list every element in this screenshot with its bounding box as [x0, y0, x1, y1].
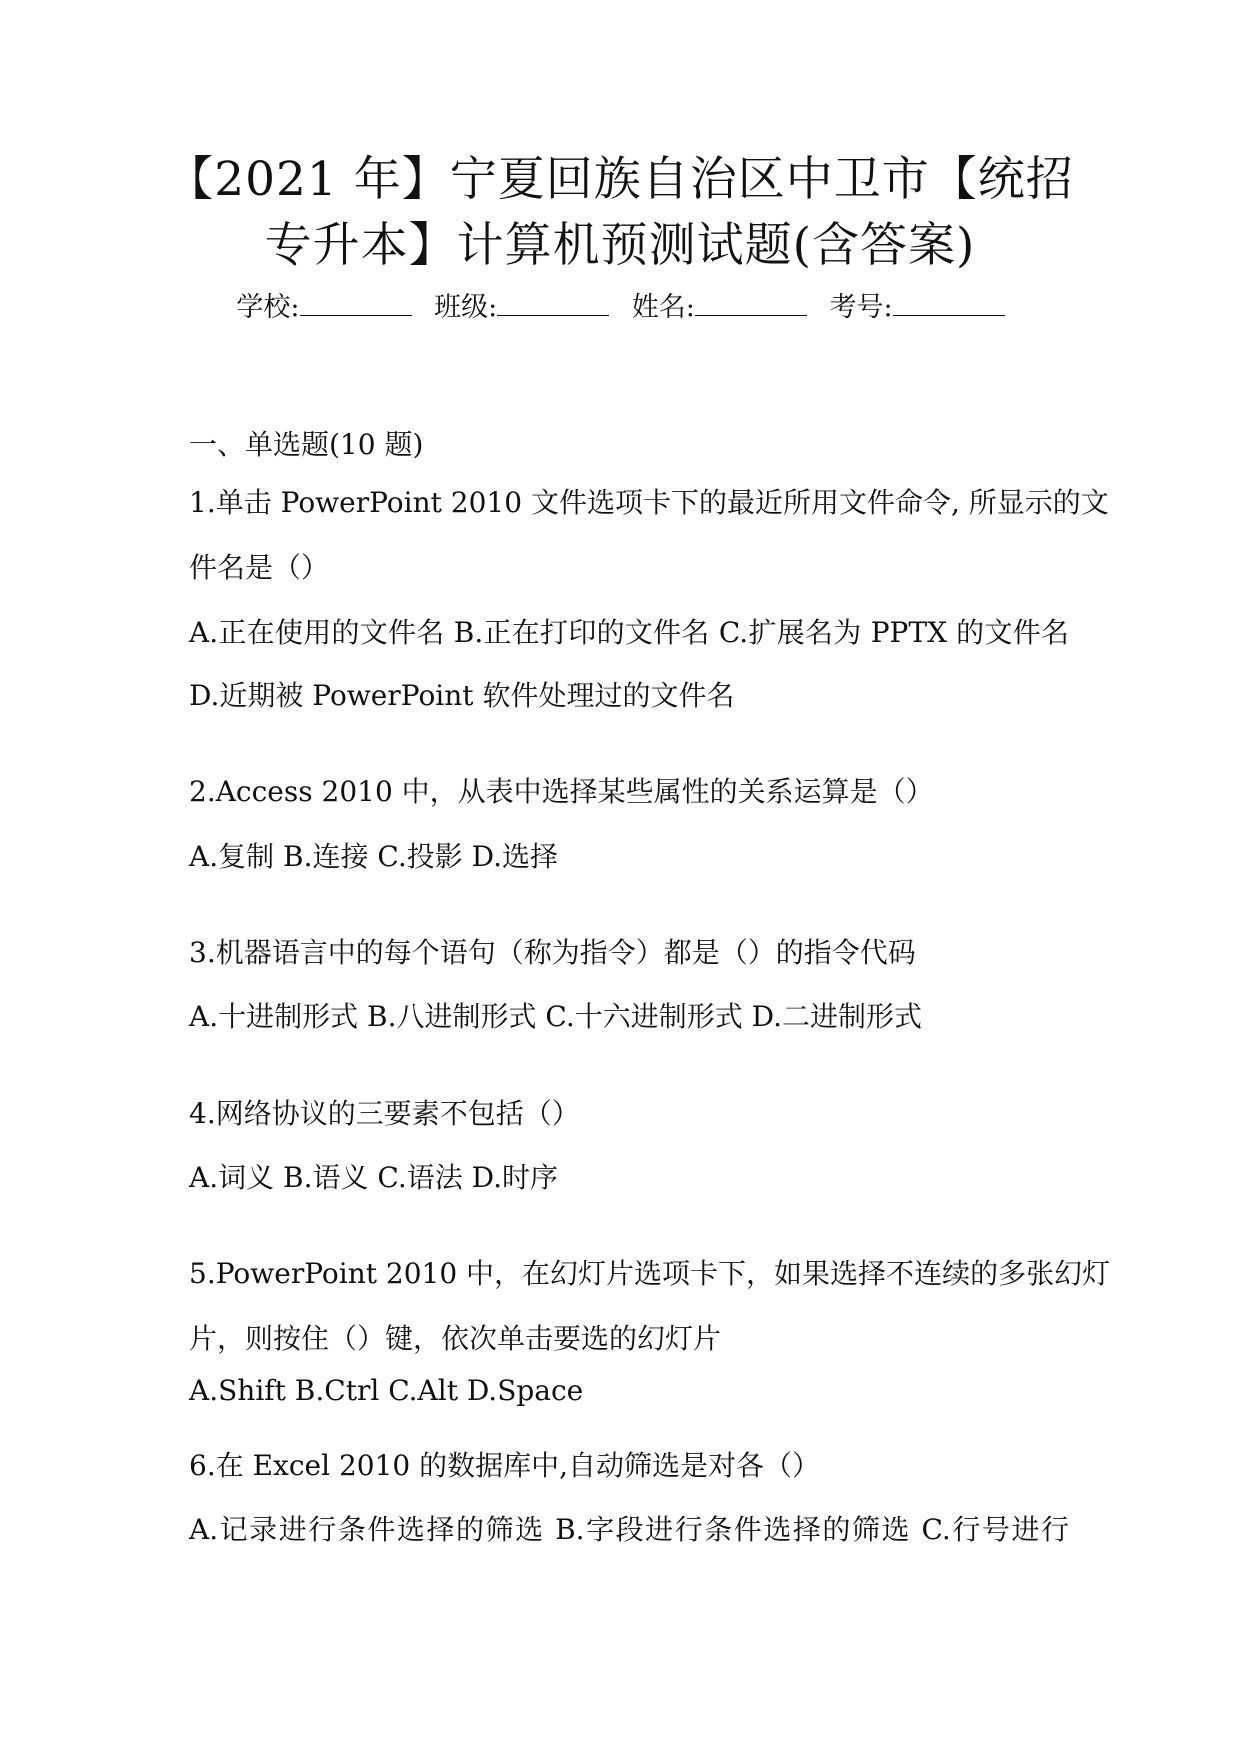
exam-number-label: 考号:: [829, 292, 893, 323]
document-title-line-1: 【2021 年】宁夏回族自治区中卫市【统招: [166, 152, 1074, 207]
question-text: 1.单击 PowerPoint 2010 文件选项卡下的最近所用文件命令, 所显示的文: [189, 486, 1109, 519]
name-blank: [695, 291, 807, 316]
school-blank: [300, 291, 412, 316]
question-text: 2.Access 2010 中，从表中选择某些属性的关系运算是（）: [189, 775, 934, 808]
question-options: A.复制 B.连接 C.投影 D.选择: [189, 840, 558, 873]
question-options: A.十进制形式 B.八进制形式 C.十六进制形式 D.二进制形式: [189, 1000, 922, 1033]
name-field: [632, 290, 807, 326]
question-text: 5.PowerPoint 2010 中，在幻灯片选项卡下，如果选择不连续的多张幻灯: [189, 1257, 1111, 1290]
document-title-line-2: 专升本】计算机预测试题(含答案): [264, 218, 976, 273]
question-text: 3.机器语言中的每个语句（称为指令）都是（）的指令代码: [189, 936, 916, 969]
question-options: A.词义 B.语义 C.语法 D.时序: [189, 1161, 558, 1194]
question-text: 件名是（）: [189, 551, 330, 584]
question-text: 6.在 Excel 2010 的数据库中,自动筛选是对各（）: [189, 1449, 821, 1482]
question-options: A.记录进行条件选择的筛选 B.字段进行条件选择的筛选 C.行号进行: [189, 1513, 1069, 1546]
class-label: 班级:: [434, 292, 498, 323]
student-info-row: [0, 290, 1241, 326]
exam-number-field: [830, 290, 1005, 326]
school-label: 学校:: [236, 292, 300, 323]
section-heading: 一、单选题(10 题): [189, 428, 424, 461]
class-blank: [497, 291, 609, 316]
class-field: [434, 290, 609, 326]
school-field: [236, 290, 411, 326]
question-text: 片，则按住（）键，依次单击要选的幻灯片: [189, 1322, 722, 1355]
question-options: A.Shift B.Ctrl C.Alt D.Space: [189, 1374, 584, 1407]
question-options: D.近期被 PowerPoint 软件处理过的文件名: [189, 679, 735, 712]
name-label: 姓名:: [631, 292, 695, 323]
question-options: A.正在使用的文件名 B.正在打印的文件名 C.扩展名为 PPTX 的文件名: [189, 616, 1069, 649]
exam-number-blank: [893, 291, 1005, 316]
question-text: 4.网络协议的三要素不包括（）: [189, 1097, 580, 1130]
